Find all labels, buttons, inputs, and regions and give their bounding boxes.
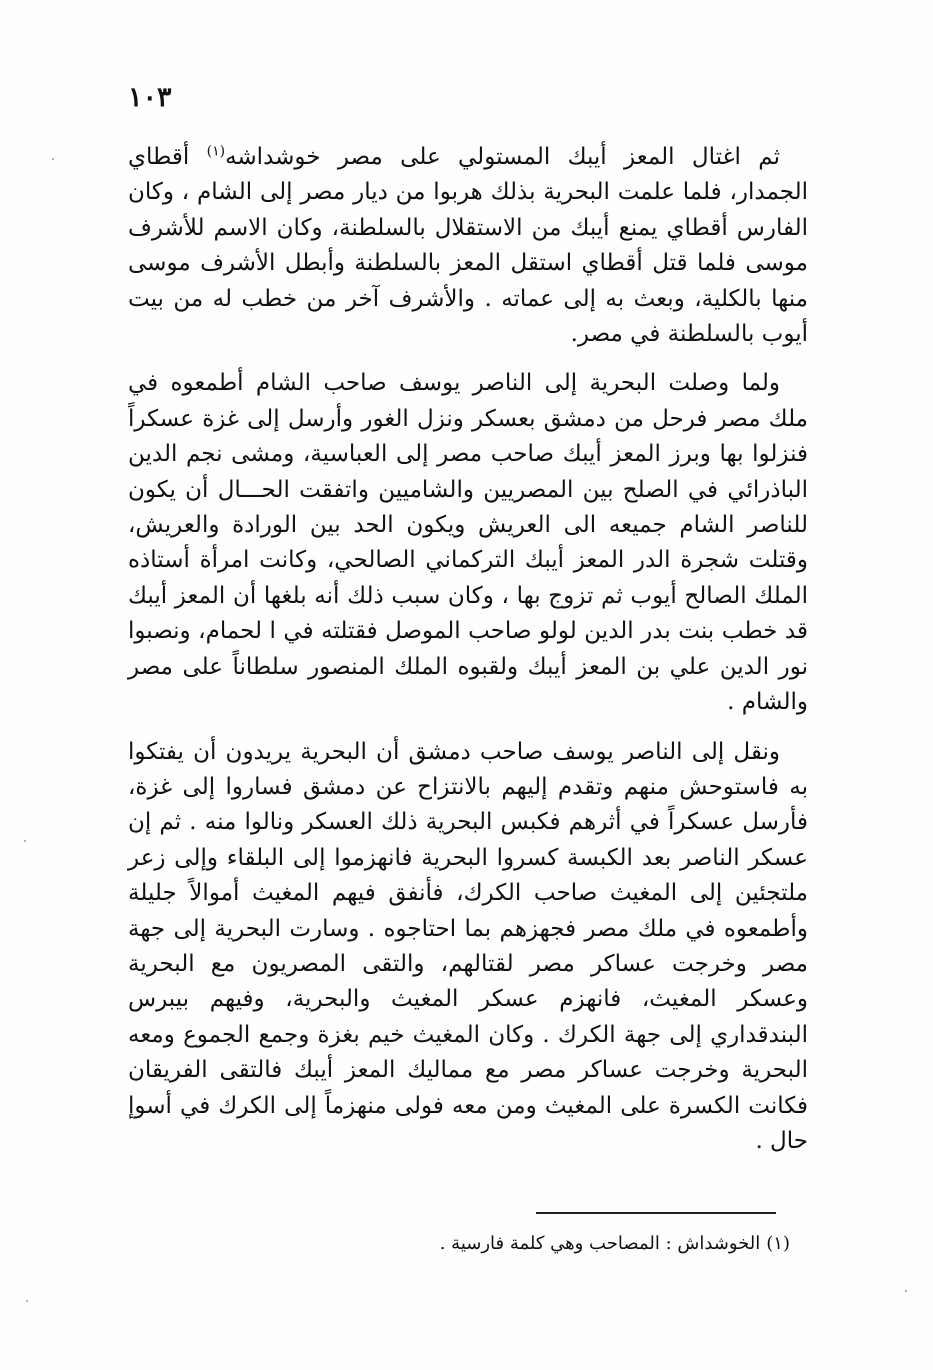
paragraph-1-part-b: أقطاي الجمدار، فلما علمت البحرية بذلك هربوا من ديار مصر إلى الشام ، وكان الفارس أقطاي يمنع أيبك من الاستقلال بالسلطنة، وكان الاسم للأشرف موسى فلما قتل أقطاي استقل المعز بالسلطنة وأبطل الأشرف موسى منها بالكلية، وبعث به إلى عماته . والأشرف آخر من خطب له من بيت أيوب بالسلطنة في مصر. (128, 144, 808, 348)
page-number: ١٠٣ (128, 82, 172, 113)
main-text (128, 140, 808, 1159)
paragraph-2: ولما وصلت البحرية إلى الناصر يوسف صاحب الشام أطمعوه في ملك مصر فرحل من دمشق بعسكر ونزل الغور وأرسل إلى غزة عسكراً فنزلوا بها وبرز المعز أيبك صاحب مصر إلى العباسية، ومشى نجم الدين الباذرائي في الصلح بين المصريين والشاميين واتفقت الحـــال أن يكون للناصر الشام جميعه الى العريش ويكون الحد بين الورادة والعريش، وقتلت شجرة الدر المعز أيبك التركماني الصالحي، وكانت امرأة أستاذه الملك الصالح أيوب ثم تزوج بها ، وكان سبب ذلك أنه بلغها أن المعز أيبك قد خطب بنت بدر الدين لولو صاحب الموصل فقتلته في ا لحمام، ونصبوا نور الدين علي بن المعز أيبك ولقبوه الملك المنصور سلطاناً على مصر والشام . (128, 370, 808, 716)
footnote-separator (536, 1212, 776, 1214)
paper-speck (26, 1300, 28, 1302)
paper-speck (905, 1290, 907, 1292)
footnote-marker: (١) (766, 1233, 790, 1254)
footnote (360, 1230, 790, 1258)
paper-speck (24, 840, 26, 842)
paper-speck (52, 158, 54, 160)
paragraph-1-part-a: ثم اغتال المعز أيبك المستولي على مصر خوشداشه (225, 144, 780, 170)
footnote-reference: (١) (206, 143, 226, 160)
paragraph-3: ونقل إلى الناصر يوسف صاحب دمشق أن البحرية يريدون أن يفتكوا به فاستوحش منهم وتقدم إليهم بالانتزاح عن دمشق فساروا إلى غزة، فأرسل عسكراً في أثرهم فكبس البحرية ذلك العسكر ونالوا منه . ثم إن عسكر الناصر بعد الكبسة كسروا البحرية فانهزموا إلى البلقاء وإلى زعر ملتجئين إلى المغيث صاحب الكرك، فأنفق فيهم المغيث أموالاً جليلة وأطمعوه في ملك مصر فجهزهم بما احتاجوه . وسارت البحرية إلى جهة مصر وخرجت عساكر مصر لقتالهم، والتقى المصريون مع البحرية وعسكر المغيث، فانهزم عسكر المغيث والبحرية، وفيهم بيبرس البندقداري إلى جهة الكرك . وكان المغيث خيم بغزة وجمع الجموع ومعه البحرية وخرجت عساكر مصر مع مماليك المعز أيبك فالتقى الفريقان فكانت الكسرة على المغيث ومن معه فولى منهزماً إلى الكرك في أسوإ حال . (128, 738, 808, 1154)
paragraph-1 (128, 140, 808, 352)
footnote-text: الخوشداش : المصاحب وهي كلمة فارسية . (439, 1233, 761, 1254)
